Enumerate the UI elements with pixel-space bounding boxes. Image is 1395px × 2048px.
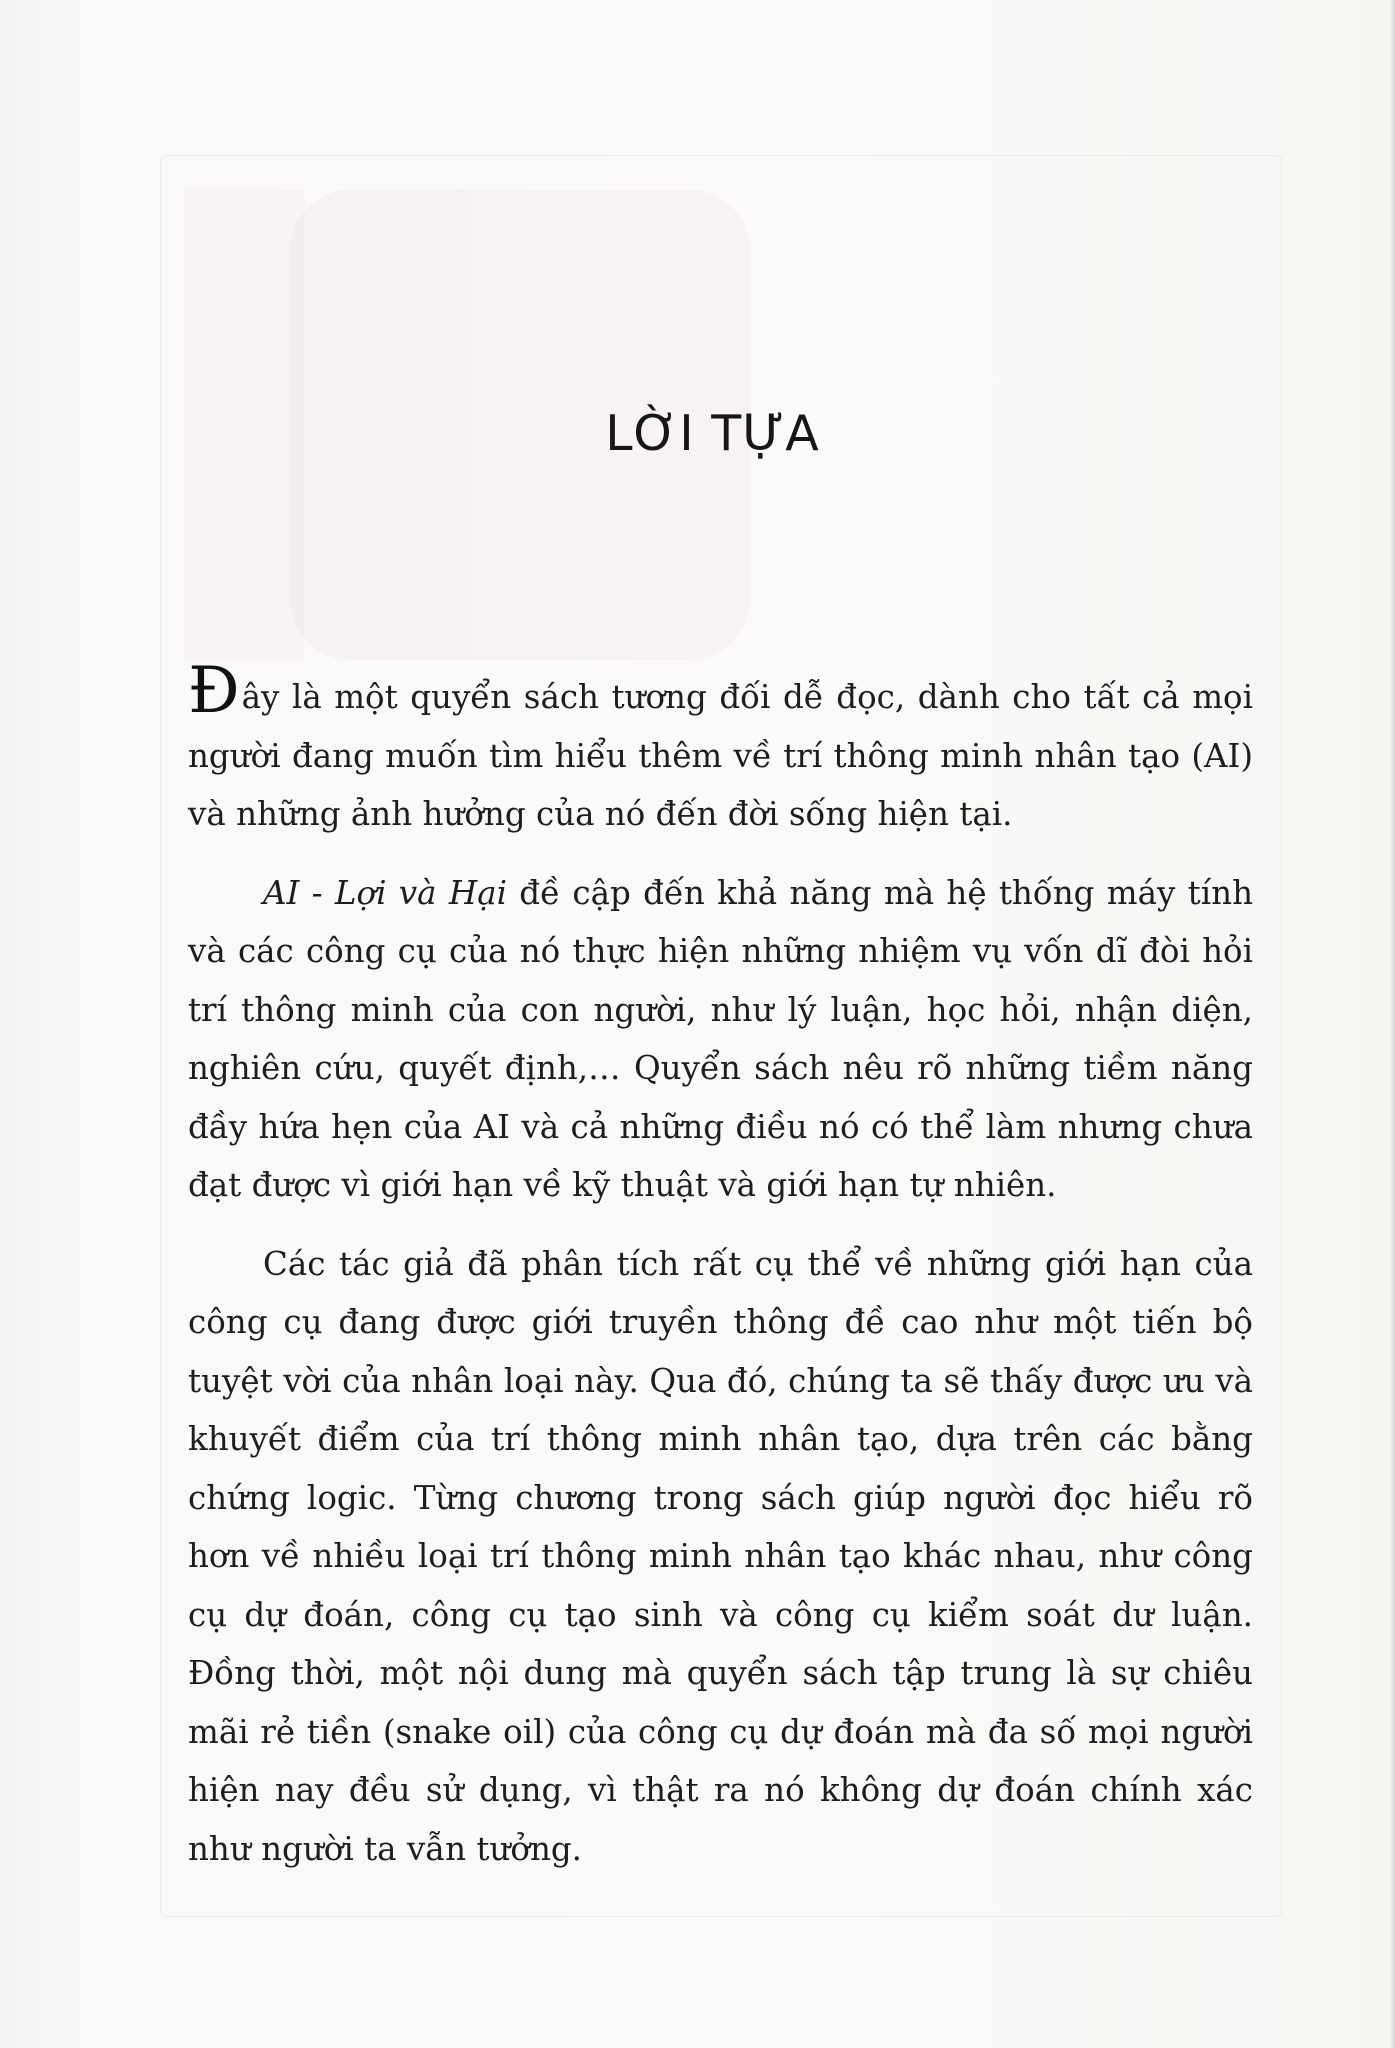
drop-cap: Đ: [188, 654, 240, 728]
paragraph-1: [188, 654, 1253, 844]
paragraph-2-text: đề cập đến khả năng mà hệ thống máy tính và các công cụ của nó thực hiện những nhiệm vụ vốn dĩ đòi hỏi trí thông minh của con người, như lý luận, học hỏi, nhận diện, nghiên cứu, quyết định,… Quyển sách nêu rõ những tiềm năng đầy hứa hẹn của AI và cả những điều nó có thể làm nhưng chưa đạt được vì giới hạn về kỹ thuật và giới hạn tự nhiên.: [188, 873, 1254, 1204]
paragraph-2: [188, 864, 1253, 1215]
book-title-italic: AI - Lợi và Hại: [263, 873, 507, 912]
paragraph-3-text: Các tác giả đã phân tích rất cụ thể về những giới hạn của công cụ đang được giới truyền thông đề cao như một tiến bộ tuyệt vời của nhân loại này. Qua đó, chúng ta sẽ thấy được ưu và khuyết điểm của trí thông minh nhân tạo, dựa trên các bằng chứng logic. Từng chương trong sách giúp người đọc hiểu rõ hơn về nhiều loại trí thông minh nhân tạo khác nhau, như công cụ dự đoán, công cụ tạo sinh và công cụ kiểm soát dư luận. Đồng thời, một nội dung mà quyển sách tập trung là sự chiêu mãi rẻ tiền (snake oil) của công cụ dự đoán mà đa số mọi người hiện nay đều sử dụng, vì thật ra nó không dự đoán chính xác như người ta vẫn tưởng.: [188, 1244, 1253, 1868]
paragraph-3: [188, 1235, 1253, 1879]
paragraph-1-text: ây là một quyển sách tương đối dễ đọc, dành cho tất cả mọi người đang muốn tìm hiểu thêm về trí thông minh nhân tạo (AI) và những ảnh hưởng của nó đến đời sống hiện tại.: [188, 678, 1253, 833]
page-title: LỜI TỰA: [605, 405, 820, 462]
foreword-body: [188, 654, 1254, 1898]
page-edge-shadow: [1389, 0, 1395, 2048]
